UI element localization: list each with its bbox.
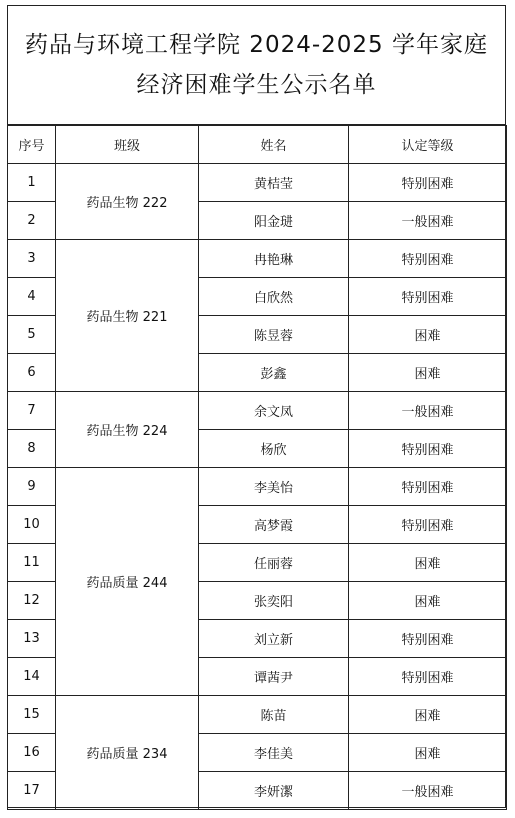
- cell-level: 一般困难: [349, 772, 507, 810]
- cell-level: 困难: [349, 734, 507, 772]
- cell-level: 困难: [349, 544, 507, 582]
- cell-level: 特别困难: [349, 468, 507, 506]
- cell-number: 9: [8, 468, 56, 506]
- document-title-line-1: 药品与环境工程学院 2024-2025 学年家庭: [25, 32, 488, 58]
- cell-name: 彭鑫: [199, 354, 349, 392]
- cell-level: 特别困难: [349, 430, 507, 468]
- table-row: [8, 392, 507, 430]
- cell-level: 特别困难: [349, 658, 507, 696]
- cell-name: 刘立新: [199, 620, 349, 658]
- cell-level: 一般困难: [349, 392, 507, 430]
- cell-name: 杨欣: [199, 430, 349, 468]
- cell-name: 冉艳琳: [199, 240, 349, 278]
- header-level: 认定等级: [349, 126, 507, 164]
- cell-level: 特别困难: [349, 278, 507, 316]
- title-block: [8, 6, 505, 125]
- header-class: 班级: [56, 126, 199, 164]
- document-sheet: [7, 5, 506, 808]
- cell-level: 困难: [349, 316, 507, 354]
- cell-name: 白欣然: [199, 278, 349, 316]
- cell-number: 8: [8, 430, 56, 468]
- cell-name: 李佳美: [199, 734, 349, 772]
- cell-name: 李美怡: [199, 468, 349, 506]
- student-table: [7, 125, 507, 810]
- cell-number: 11: [8, 544, 56, 582]
- table-body: [8, 164, 507, 810]
- table-header-row: [8, 126, 507, 164]
- cell-class: 药品生物 222: [56, 164, 199, 240]
- cell-level: 困难: [349, 582, 507, 620]
- cell-number: 5: [8, 316, 56, 354]
- table-row: [8, 240, 507, 278]
- cell-level: 一般困难: [349, 202, 507, 240]
- cell-number: 3: [8, 240, 56, 278]
- cell-name: 黄桔莹: [199, 164, 349, 202]
- table-row: [8, 164, 507, 202]
- cell-class: 药品生物 221: [56, 240, 199, 392]
- cell-level: 特别困难: [349, 506, 507, 544]
- cell-level: 困难: [349, 696, 507, 734]
- cell-number: 7: [8, 392, 56, 430]
- cell-number: 14: [8, 658, 56, 696]
- cell-number: 12: [8, 582, 56, 620]
- cell-number: 2: [8, 202, 56, 240]
- cell-name: 陈苗: [199, 696, 349, 734]
- cell-number: 15: [8, 696, 56, 734]
- cell-level: 特别困难: [349, 240, 507, 278]
- cell-number: 1: [8, 164, 56, 202]
- header-number: 序号: [8, 126, 56, 164]
- cell-name: 陈昱蓉: [199, 316, 349, 354]
- cell-number: 17: [8, 772, 56, 810]
- cell-name: 谭茜尹: [199, 658, 349, 696]
- cell-class: 药品质量 234: [56, 696, 199, 810]
- cell-name: 任丽蓉: [199, 544, 349, 582]
- cell-number: 16: [8, 734, 56, 772]
- header-name: 姓名: [199, 126, 349, 164]
- cell-number: 6: [8, 354, 56, 392]
- table-row: [8, 468, 507, 506]
- cell-name: 阳金琎: [199, 202, 349, 240]
- cell-number: 4: [8, 278, 56, 316]
- document-title-line-2: 经济困难学生公示名单: [136, 72, 377, 98]
- cell-level: 特别困难: [349, 620, 507, 658]
- cell-name: 张奕阳: [199, 582, 349, 620]
- table-row: [8, 696, 507, 734]
- cell-level: 特别困难: [349, 164, 507, 202]
- cell-number: 10: [8, 506, 56, 544]
- cell-name: 余文凤: [199, 392, 349, 430]
- cell-name: 高梦霞: [199, 506, 349, 544]
- cell-name: 李妍潔: [199, 772, 349, 810]
- cell-level: 困难: [349, 354, 507, 392]
- cell-number: 13: [8, 620, 56, 658]
- cell-class: 药品生物 224: [56, 392, 199, 468]
- cell-class: 药品质量 244: [56, 468, 199, 696]
